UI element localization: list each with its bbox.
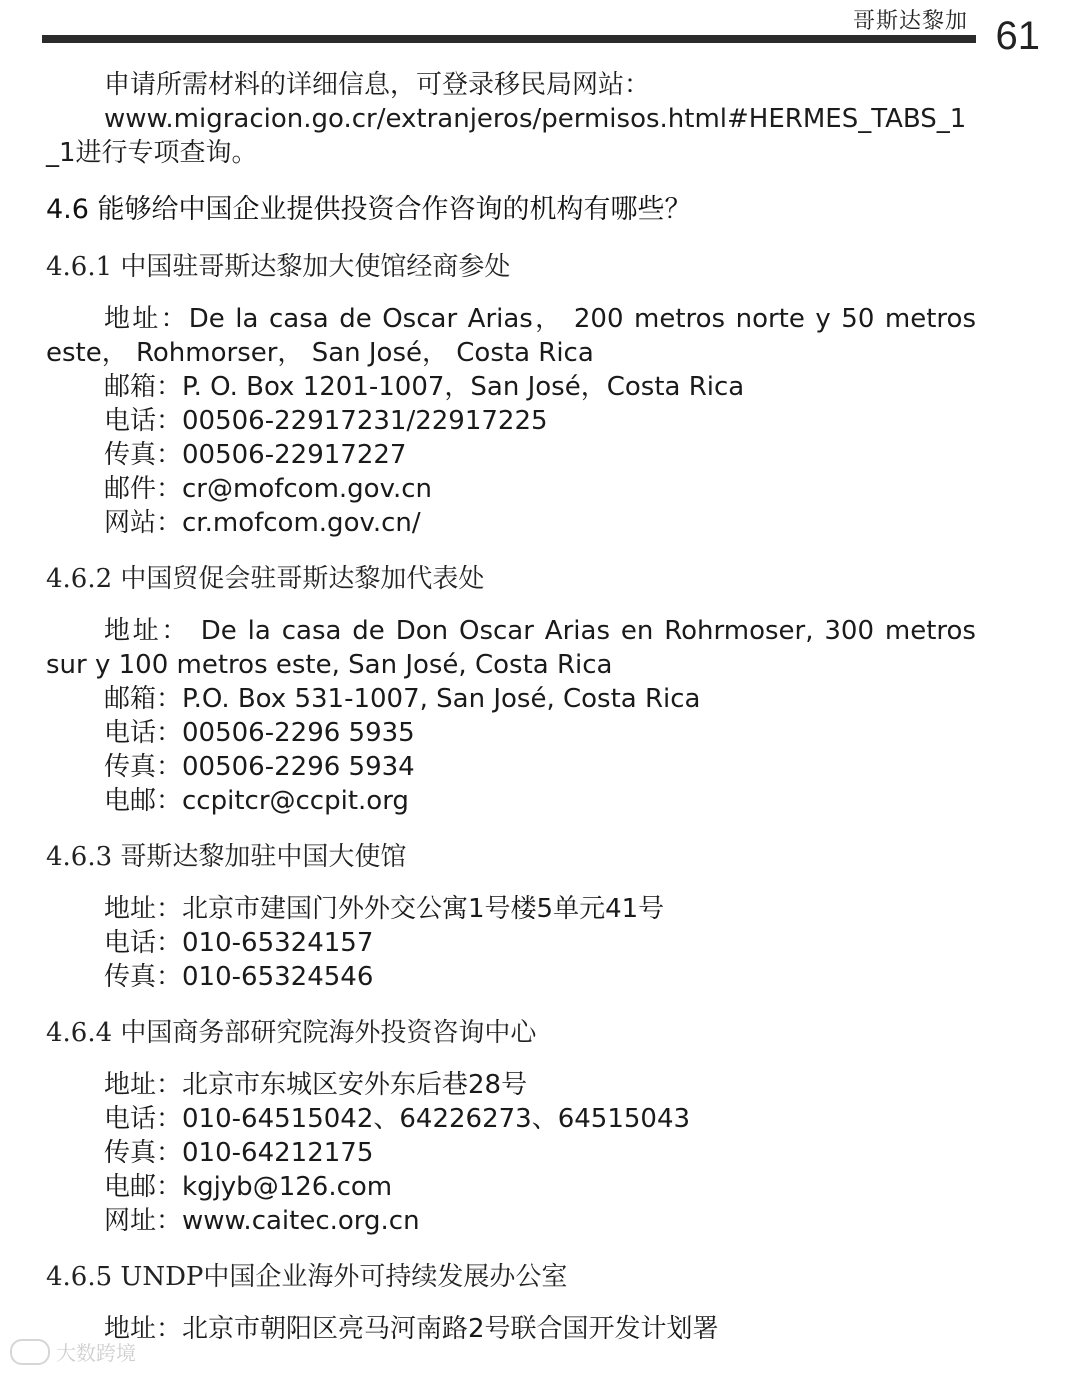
row-value: cr@mofcom.gov.cn: [182, 474, 432, 504]
row-value: 010-64515042、64226273、64515043: [182, 1104, 691, 1134]
row-key: 电话：: [104, 718, 183, 748]
row-value: 00506-2296 5934: [182, 752, 415, 782]
phone-row: [46, 716, 976, 750]
row-key: 电话：: [104, 406, 183, 436]
row-key: 电邮：: [104, 786, 183, 816]
row-value: 北京市朝阳区亮马河南路2号联合国开发计划署: [182, 1314, 719, 1344]
row-key: 电邮：: [104, 1172, 183, 1202]
row-key: 邮件：: [104, 474, 183, 504]
immigration-url: www.migracion.go.cr/extranjeros/permisos.html#HERMES_TABS_1_1进行专项查询。: [46, 104, 967, 168]
row-key: 电话：: [104, 1104, 183, 1134]
contact-block: [46, 1068, 976, 1238]
row-value: 010-65324157: [182, 928, 374, 958]
row-key: 地址：: [104, 1314, 183, 1344]
row-value: www.caitec.org.cn: [182, 1206, 420, 1236]
running-header-title: 哥斯达黎加: [852, 9, 968, 34]
row-key: 邮箱：: [104, 684, 183, 714]
row-value: 010-64212175: [182, 1138, 374, 1168]
address-row: [46, 1068, 976, 1102]
row-value: 00506-2296 5935: [182, 718, 415, 748]
watermark-logo-icon: [10, 1339, 50, 1365]
row-value: cr.mofcom.gov.cn/: [182, 508, 421, 538]
intro-line: 申请所需材料的详细信息，可登录移民局网站：: [104, 70, 651, 100]
website-row: [46, 506, 976, 540]
row-key: 传真：: [104, 962, 183, 992]
phone-row: [46, 404, 976, 438]
subsection-title: 4.6.1 中国驻哥斯达黎加大使馆经商参处: [46, 252, 511, 282]
address-row: [46, 1312, 976, 1346]
fax-row: [46, 1136, 976, 1170]
contact-block: [46, 892, 976, 994]
row-value: 北京市建国门外外交公寓1号楼5单元41号: [182, 894, 665, 924]
subsection-title: 4.6.5 UNDP中国企业海外可持续发展办公室: [46, 1262, 568, 1292]
fax-row: [46, 750, 976, 784]
email-row: [46, 784, 976, 818]
email-row: [46, 1170, 976, 1204]
contact-block: [46, 1312, 976, 1346]
row-value: De la casa de Don Oscar Arias en Rohrmoser, 300 metros sur y 100 metros este, San José, Costa Rica: [46, 616, 976, 680]
row-value: kgjyb@126.com: [182, 1172, 393, 1202]
row-value: P. O. Box 1201-1007，San José，Costa Rica: [182, 372, 745, 402]
row-key: 邮箱：: [104, 372, 183, 402]
row-key: 电话：: [104, 928, 183, 958]
page-number: 61: [995, 14, 1040, 58]
phone-row: [46, 926, 976, 960]
row-key: 传真：: [104, 1138, 183, 1168]
row-value: 00506-22917231/22917225: [182, 406, 548, 436]
watermark-text: 大数跨境: [56, 1341, 136, 1365]
subsection-title: 4.6.3 哥斯达黎加驻中国大使馆: [46, 842, 407, 872]
row-value: 00506-22917227: [182, 440, 407, 470]
subsection-title: 4.6.2 中国贸促会驻哥斯达黎加代表处: [46, 564, 485, 594]
mailbox-row: [46, 682, 976, 716]
contact-block: [46, 302, 976, 540]
subsection-title: 4.6.4 中国商务部研究院海外投资咨询中心: [46, 1018, 537, 1048]
row-key: 传真：: [104, 440, 183, 470]
row-value: 010-65324546: [182, 962, 374, 992]
email-row: [46, 472, 976, 506]
row-value: P.O. Box 531-1007, San José, Costa Rica: [182, 684, 701, 714]
row-value: ccpitcr@ccpit.org: [182, 786, 409, 816]
row-value: De la casa de Oscar Arias， 200 metros norte y 50 metros este， Rohmorser， San José， Costa Rica: [46, 304, 976, 368]
row-value: 北京市东城区安外东后巷28号: [182, 1070, 528, 1100]
section-title: 4.6 能够给中国企业提供投资合作咨询的机构有哪些？: [46, 194, 692, 225]
fax-row: [46, 960, 976, 994]
row-key: 地址：: [104, 894, 183, 924]
row-key: 网址：: [104, 1206, 183, 1236]
address-row: [46, 892, 976, 926]
phone-row: [46, 1102, 976, 1136]
row-key: 地址：: [104, 304, 189, 334]
fax-row: [46, 438, 976, 472]
website-row: [46, 1204, 976, 1238]
page-content: [46, 68, 976, 1346]
contact-block: [46, 614, 976, 818]
row-key: 地址：: [104, 616, 190, 646]
row-key: 地址：: [104, 1070, 183, 1100]
address-row: [46, 614, 976, 682]
row-key: 传真：: [104, 752, 183, 782]
watermark: [10, 1337, 136, 1366]
mailbox-row: [46, 370, 976, 404]
address-row: [46, 302, 976, 370]
row-key: 网站：: [104, 508, 183, 538]
header-rule: [42, 35, 976, 43]
